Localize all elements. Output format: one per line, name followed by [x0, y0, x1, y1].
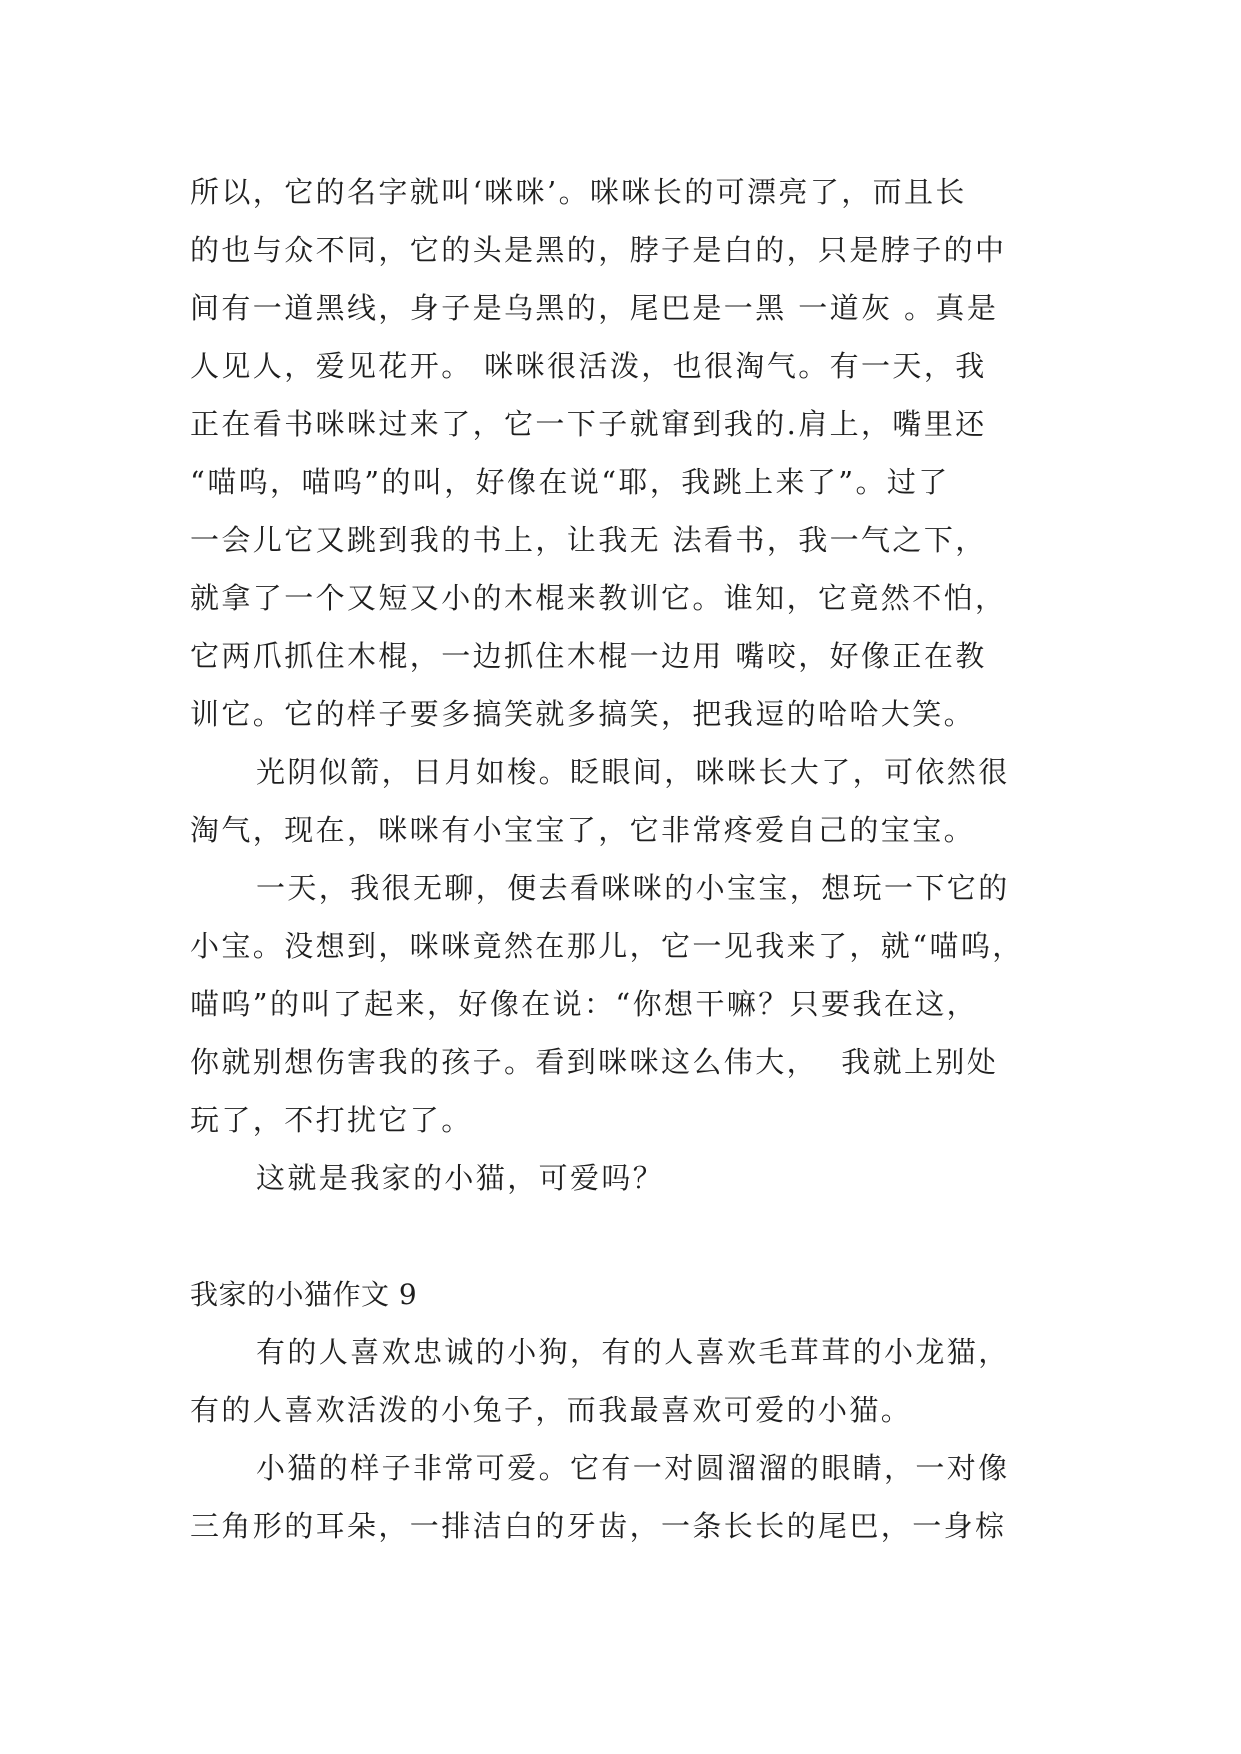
text-line: 人见人，爱见花开。 咪咪很活泼，也很淘气。有一天，我	[190, 349, 987, 383]
section-spacer	[190, 1207, 1070, 1267]
paragraph-3	[190, 859, 1070, 1149]
text-line: 淘气，现在，咪咪有小宝宝了，它非常疼爱自己的宝宝。	[190, 813, 976, 847]
text-line: 三角形的耳朵，一排洁白的牙齿，一条长长的尾巴，一身棕	[190, 1509, 1007, 1543]
text-line: 光阴似箭，日月如梭。眨眼间，咪咪长大了，可依然很	[256, 755, 1010, 789]
text-line: 你就别想伤害我的孩子。看到咪咪这么伟大， 我就上别处	[190, 1045, 999, 1079]
text-line: 它两爪抓住木棍，一边抓住木棍一边用 嘴咬，好像正在教	[190, 639, 987, 673]
text-line: 正在看书咪咪过来了，它一下子就窜到我的.肩上，嘴里还	[190, 407, 987, 441]
text-line: 训它。它的样子要多搞笑就多搞笑，把我逗的哈哈大笑。	[190, 697, 976, 731]
text-line: “喵呜，喵呜”的叫，好像在说“耶，我跳上来了”。过了	[190, 465, 950, 499]
text-line: 小宝。没想到，咪咪竟然在那儿，它一见我来了，就“喵呜，	[190, 929, 1024, 963]
text-line: 玩了，不打扰它了。	[190, 1103, 473, 1137]
paragraph-6	[190, 1439, 1070, 1555]
paragraph-4	[190, 1149, 1070, 1207]
text-line: 喵呜”的叫了起来，好像在说：“你想干嘛？只要我在这，	[190, 987, 979, 1021]
paragraph-2	[190, 743, 1070, 859]
text-line: 这就是我家的小猫，可爱吗？	[256, 1161, 665, 1195]
text-line: 就拿了一个又短又小的木棍来教训它。谁知，它竟然不怕，	[190, 581, 1007, 615]
document-body	[190, 163, 1070, 1555]
text-line: 有的人喜欢忠诚的小狗，有的人喜欢毛茸茸的小龙猫，	[256, 1335, 1010, 1369]
text-line: 间有一道黑线，身子是乌黑的，尾巴是一黑 一道灰 。真是	[190, 291, 999, 325]
paragraph-1	[190, 163, 1070, 743]
text-line: 所以，它的名字就叫‘咪咪’。咪咪长的可漂亮了，而且长	[190, 175, 967, 209]
text-line: 一天，我很无聊，便去看咪咪的小宝宝，想玩一下它的	[256, 871, 1010, 905]
text-line: 一会儿它又跳到我的书上，让我无 法看书，我一气之下，	[190, 523, 987, 557]
paragraph-5	[190, 1323, 1070, 1439]
text-line: 的也与众不同，它的头是黑的，脖子是白的，只是脖子的中	[190, 233, 1007, 267]
text-line: 有的人喜欢活泼的小兔子，而我最喜欢可爱的小猫。	[190, 1393, 913, 1427]
text-line: 小猫的样子非常可爱。它有一对圆溜溜的眼睛，一对像	[256, 1451, 1010, 1485]
section-heading: 我家的小猫作文 9	[190, 1278, 418, 1311]
